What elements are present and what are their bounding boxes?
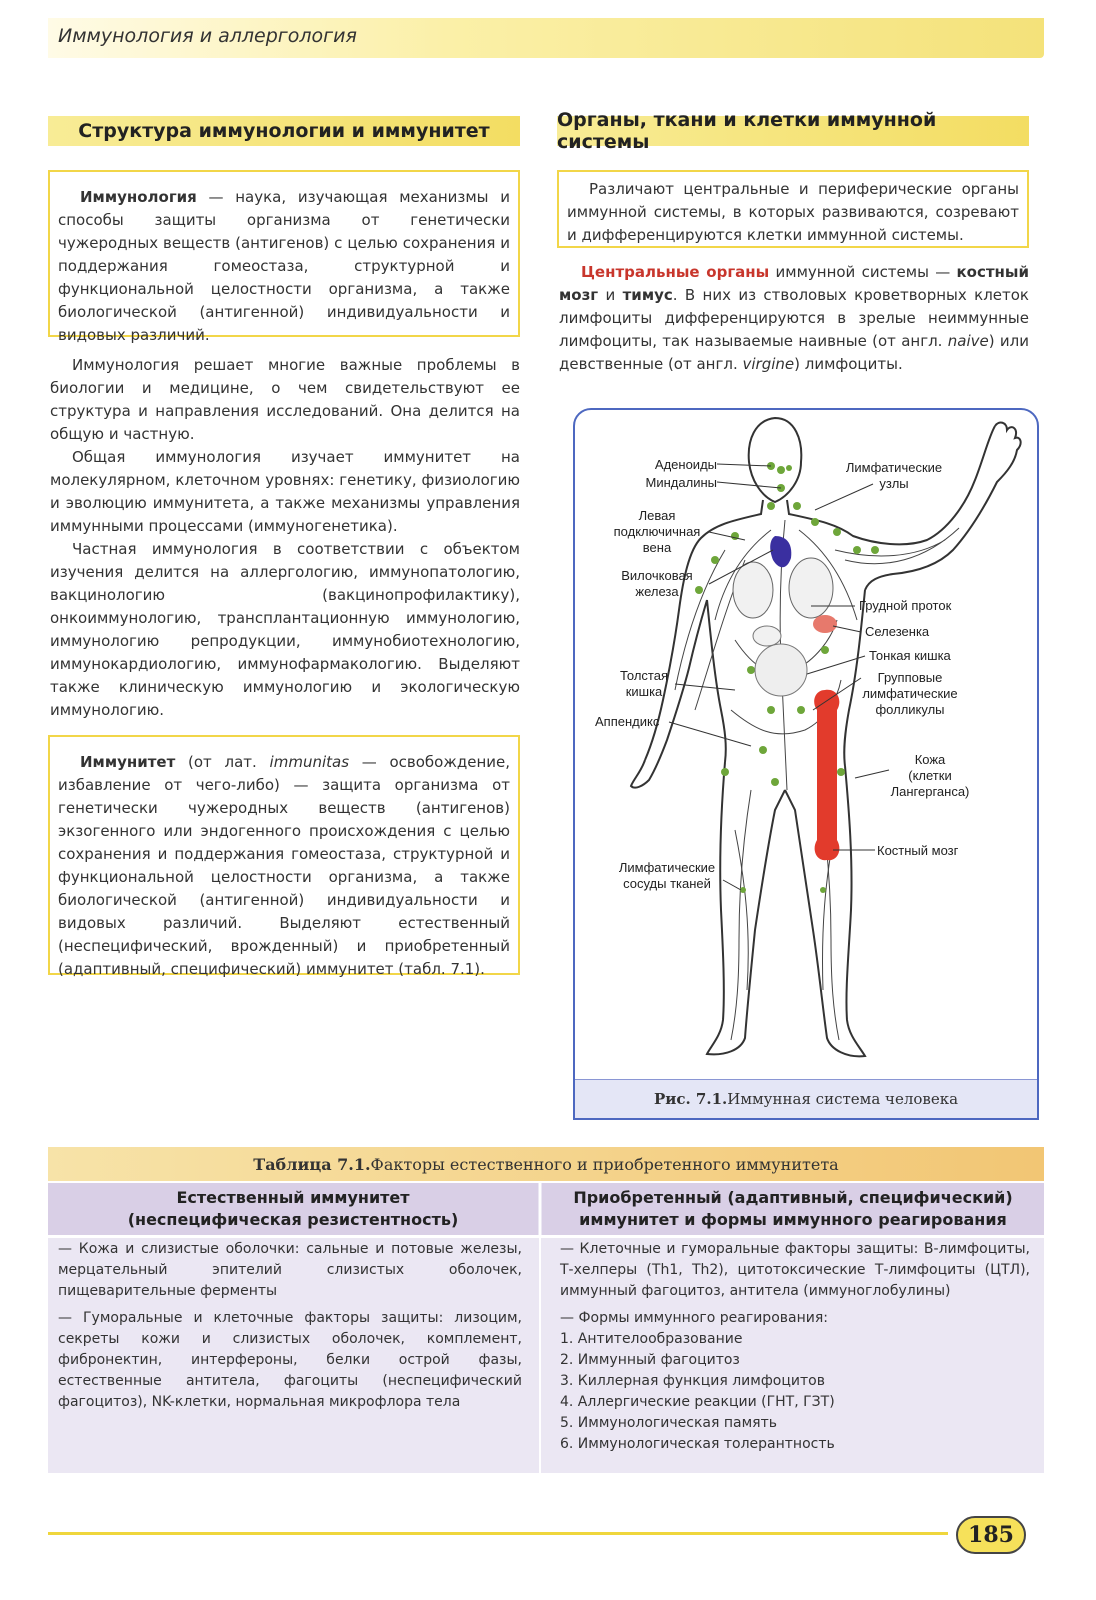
central-rest: . В них из стволовых кроветворных клеток лимфоциты дифференцируются в зрелые неиммунные лимфоциты, так называемые наивные (от англ. <box>559 286 1029 350</box>
label-peyer-line3: фолликулы <box>875 702 945 717</box>
figure-caption-text: Иммунная система человека <box>727 1090 959 1108</box>
word-naive: naive <box>947 332 989 350</box>
right-heading-text: Органы, ткани и клетки иммунной системы <box>557 109 937 153</box>
label-small-intestine: Тонкая кишка <box>869 648 951 663</box>
acquired-form-item: 2. Иммунный фагоцитоз <box>560 1352 740 1368</box>
central-rest2: ) или девственные (от англ. <box>559 332 1029 373</box>
stomach-organ <box>753 626 781 646</box>
acquired-forms-heading: — Формы иммунного реагирования: <box>560 1310 828 1326</box>
label-thymus <box>605 568 709 600</box>
immune-system-figure <box>573 408 1039 1120</box>
table-title <box>48 1147 1044 1181</box>
central-rest3: ) лимфоциты. <box>794 355 903 373</box>
immunity-pre: (от лат. <box>175 753 270 771</box>
thymus-organ <box>770 536 791 567</box>
bone-marrow-femur <box>814 690 839 860</box>
term-bone-marrow: костный мозг <box>559 263 1029 304</box>
left-body-text <box>50 354 520 722</box>
table-header-natural <box>48 1183 538 1235</box>
acquired-form-item: 3. Киллерная функция лимфоцитов <box>560 1373 825 1389</box>
term-thymus: тимус <box>622 286 673 304</box>
running-head-title: Иммунология и аллергология <box>58 25 357 47</box>
lung-left <box>733 562 773 618</box>
central-organs-paragraph <box>559 261 1029 376</box>
label-bone-marrow: Костный мозг <box>877 843 959 858</box>
acquired-factors: — Клеточные и гуморальные факторы защиты: В-лимфоциты, Т-хелперы (Th1, Th2), цитотоксические Т-лимфоциты (ЦТЛ), иммунный фагоцитоз, антитела (иммуноглобулины) <box>560 1241 1030 1299</box>
label-subclavian-line2: подключичная <box>613 524 701 539</box>
acquired-form-item: 1. Антителообразование <box>560 1331 743 1347</box>
label-appendix: Аппендикс <box>595 714 660 729</box>
table-header-natural-line1: Естественный иммунитет <box>176 1188 410 1207</box>
term-immunity: Иммунитет <box>80 753 176 771</box>
label-skin <box>875 752 985 800</box>
acquired-form-item: 5. Иммунологическая память <box>560 1415 777 1431</box>
left-section-heading <box>48 116 520 146</box>
label-tonsils: Миндалины <box>645 475 717 490</box>
label-skin-line1: Кожа <box>914 752 946 767</box>
label-colon <box>613 668 675 700</box>
latin-immunitas: immunitas <box>269 753 350 771</box>
small-intestine-organ <box>755 644 807 696</box>
table-header-natural-line2: (неспецифическая резистентность) <box>127 1210 459 1229</box>
page-number: 185 <box>956 1516 1026 1554</box>
label-skin-line2: (клетки <box>908 768 952 783</box>
term-central-organs: Центральные органы <box>581 263 770 281</box>
immunity-definition <box>58 751 510 981</box>
para-general-immunology: Общая иммунология изучает иммунитет на молекулярном, клеточном уровнях: генетику, физиологию и эволюцию иммунитета, а также механизмы управления иммунными процессами (иммуногенетика). <box>50 448 520 535</box>
table-column-divider <box>539 1183 541 1473</box>
label-lymph-nodes-line1: Лимфатические <box>845 460 943 475</box>
running-head <box>48 18 1044 58</box>
figure-caption-number: Рис. 7.1. <box>653 1090 728 1108</box>
left-heading-text: Структура иммунологии и иммунитет <box>78 120 490 142</box>
footer-rule <box>48 1532 948 1535</box>
right-section-heading <box>557 109 1029 153</box>
term-immunology: Иммунология <box>80 188 197 206</box>
table-header-acquired-line2: иммунитет и формы иммунного реагирования <box>579 1210 1007 1229</box>
label-lymph-vessels <box>611 860 723 892</box>
acquired-form-item: 6. Иммунологическая толерантность <box>560 1436 835 1452</box>
label-skin-line3: Лангерганса) <box>890 784 970 799</box>
label-thoracic-duct: Грудной проток <box>859 598 952 613</box>
definition-immunology-text: — наука, изучающая механизмы и способы защиты организма от генетически чужеродных веществ (антигенов) с целью сохранения и поддержания гомеостаза, структурной и функциональной целостности организма, а также биологической (антигенной) индивидуальности и видовых различий. <box>58 188 510 344</box>
label-thymus-line1: Вилочковая <box>621 568 693 583</box>
natural-skin-mucosa: — Кожа и слизистые оболочки: сальные и потовые железы, мерцательный эпителий слизистых оболочек, пищеварительные ферменты <box>58 1241 522 1299</box>
word-virgine: virgine <box>742 355 795 373</box>
lung-right <box>789 558 833 618</box>
label-spleen: Селезенка <box>865 624 930 639</box>
figure-caption <box>575 1079 1037 1118</box>
table-title-text: Факторы естественного и приобретенного иммунитета <box>370 1154 839 1174</box>
label-colon-line1: Толстая <box>619 668 669 683</box>
central-mid: иммунной системы — <box>769 263 957 281</box>
table-header-acquired-line1: Приобретенный (адаптивный, специфический) <box>573 1188 1013 1207</box>
label-adenoids: Аденоиды <box>654 457 717 472</box>
para-immunology-problems: Иммунология решает многие важные проблемы в биологии и медицине, о чем свидетельствуют ее структура и направления исследований. Она делится на общую и частную. <box>50 356 520 443</box>
label-peyer-line1: Групповые <box>877 670 943 685</box>
natural-humoral-cellular: — Гуморальные и клеточные факторы защиты: лизоцим, секреты кожи и слизистых оболочек, комплемент, фибронектин, интерфероны, белки острой фазы, естественные антитела, фагоциты (неспецифический фагоцитоз), NK-клетки, нормальная микрофлора тела <box>58 1310 522 1410</box>
immunology-definition-box <box>48 170 520 344</box>
table-cell-natural <box>58 1239 522 1419</box>
label-peyer-line2: лимфатические <box>862 686 958 701</box>
spleen-organ <box>813 615 837 633</box>
immunity-factors-table <box>48 1183 1044 1473</box>
immunity-text: — освобождение, избавление от чего-либо) — защита организма от генетически чужеродных веществ (антигенов) экзогенного или эндогенного происхождения с целью сохранения и поддержания гомеостаза, структурной и функциональной целостности организма, а также биологической (антигенной) индивидуальности и видовых различий. Выделяют естественный (неспецифический, врожденный) и приобретенный (адаптивный, специфический) иммунитет (табл. 7.1). <box>58 753 511 978</box>
label-lymph-vessels-line1: Лимфатические <box>618 860 716 875</box>
label-peyer-patches <box>847 670 973 718</box>
immunology-definition <box>58 186 510 347</box>
label-subclavian-vein <box>605 508 709 556</box>
table-cell-acquired <box>560 1239 1030 1455</box>
label-lymph-vessels-line2: сосуды тканей <box>623 876 711 891</box>
central-organs-text <box>559 261 1029 376</box>
label-colon-line2: кишка <box>625 684 663 699</box>
table-header-divider <box>48 1235 1044 1238</box>
label-subclavian-line3: вена <box>642 540 672 555</box>
para-special-immunology: Частная иммунология в соответствии с объектом изучения делится на аллергологию, иммунопатологию, вакцинологию (вакцинопрофилактику), онкоиммунологию, трансплантационную иммунологию, иммунологию репродукции, иммунобиотехнологию, иммунокардиологию, иммунофармакологию. Выделяют также клиническую иммунологию и экологическую иммунологию. <box>50 540 520 719</box>
label-subclavian-line1: Левая <box>638 508 676 523</box>
label-thymus-line2: железа <box>635 584 679 599</box>
acquired-form-item: 4. Аллергические реакции (ГНТ, ГЗТ) <box>560 1394 835 1410</box>
central-and: и <box>598 286 623 304</box>
immunity-definition-box <box>48 735 520 978</box>
label-lymph-nodes-line2: узлы <box>879 476 909 491</box>
organs-intro-box <box>557 170 1029 248</box>
table-header-acquired <box>542 1183 1044 1235</box>
label-lymph-nodes <box>839 460 949 492</box>
table-title-number: Таблица 7.1. <box>253 1154 371 1174</box>
organs-intro-text: Различают центральные и периферические органы иммунной системы, в которых развиваются, созревают и дифференцируются клетки иммунной системы. <box>567 180 1019 244</box>
